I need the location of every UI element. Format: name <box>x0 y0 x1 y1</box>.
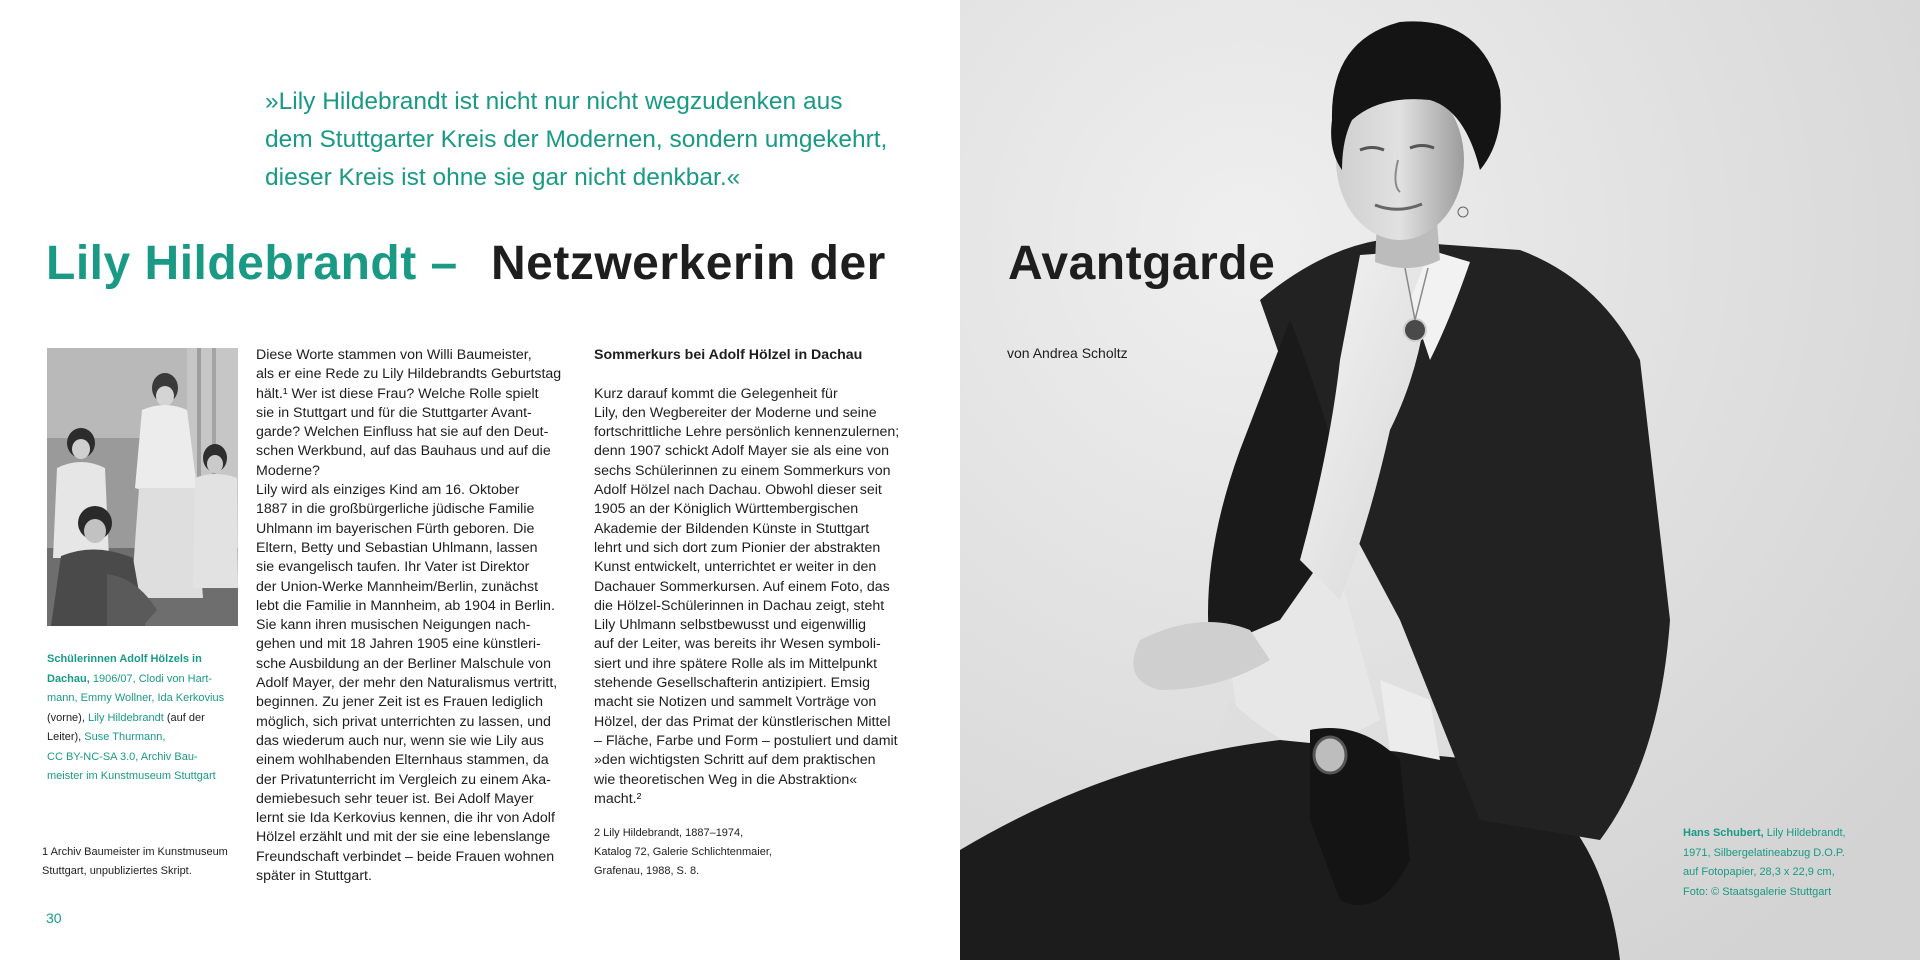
body-column-2 <box>594 346 924 809</box>
body-line: Adolf Mayer, der mehr den Naturalismus vertritt, <box>256 675 558 692</box>
body-line: einem wohlhabenden Elternhaus stammen, da <box>256 752 549 769</box>
body-line: Hölzel, der das Primat der künstlerischen Mittel <box>594 713 891 730</box>
body-line: schen Werkbund, auf das Bauhaus und auf die <box>256 443 551 460</box>
body-line: Kurz darauf kommt die Gelegenheit für <box>594 385 838 402</box>
body-line: sie evangelisch taufen. Ihr Vater ist Direktor <box>256 559 530 576</box>
caption-text: (vorne), <box>47 711 85 724</box>
portrait-caption <box>1683 824 1846 902</box>
body-line: denn 1907 schickt Adolf Mayer sie als eine von <box>594 443 889 460</box>
article-title-subtitle: Netzwerkerin der <box>491 237 886 290</box>
body-line: wie theoretischen Weg in die Abstraktion« <box>594 771 858 788</box>
body-line: – Fläche, Farbe und Form – postuliert und damit <box>594 732 898 749</box>
caption-text: 1906/07, Clodi von Hart- <box>89 672 213 685</box>
caption-text: CC BY-NC-SA 3.0, Archiv Bau- <box>47 750 198 763</box>
body-line: der Privatunterricht im Vergleich zu einem Aka- <box>256 771 551 788</box>
body-line: Lily, den Wegbereiter der Moderne und seine <box>594 404 877 421</box>
body-line: 1905 an der Königlich Württembergischen <box>594 501 859 518</box>
footnote-1 <box>42 843 228 881</box>
right-page <box>960 0 1920 960</box>
footnote-line: 1 Archiv Baumeister im Kunstmuseum <box>42 846 228 858</box>
spacer-line <box>594 365 924 384</box>
portrait-photo <box>960 0 1920 960</box>
caption-photographer: Hans Schubert, <box>1683 827 1764 839</box>
body-line: Dachauer Sommerkursen. Auf einem Foto, das <box>594 578 890 595</box>
body-line: Uhlmann im bayerischen Fürth geboren. Die <box>256 520 535 537</box>
author-byline: von Andrea Scholtz <box>1007 345 1128 361</box>
body-line: sechs Schülerinnen zu einem Sommerkurs von <box>594 462 891 479</box>
caption-text: auf Fotopapier, 28,3 x 22,9 cm, <box>1683 866 1835 878</box>
body-line: lehrt und sich dort zum Pionier der abstrakten <box>594 539 881 556</box>
footnote-2 <box>594 824 772 881</box>
caption-text: (auf der <box>163 711 205 724</box>
photo-caption <box>47 650 247 787</box>
body-line: Lily wird als einziges Kind am 16. Oktober <box>256 482 520 499</box>
caption-text: Suse Thurmann, <box>81 731 166 743</box>
caption-title: Schülerinnen Adolf Hölzels in <box>47 653 202 665</box>
quote-line: dem Stuttgarter Kreis der Modernen, sondern umgekehrt, <box>265 126 888 153</box>
body-line: garde? Welchen Einfluss hat sie auf den Deut- <box>256 424 549 441</box>
footnote-line: Grafenau, 1988, S. 8. <box>594 865 700 877</box>
body-line: auf der Leiter, was bereits ihr Wesen symboli- <box>594 636 881 653</box>
body-line: Freundschaft verbindet – beide Frauen wohnen <box>256 848 555 865</box>
historic-group-photo <box>47 348 238 626</box>
body-line: das wiederum auch nur, wenn sie wie Lily aus <box>256 732 544 749</box>
body-line: Diese Worte stammen von Willi Baumeister, <box>256 347 532 363</box>
body-line: Adolf Hölzel nach Dachau. Obwohl dieser seit <box>594 482 882 499</box>
body-line: hält.¹ Wer ist diese Frau? Welche Rolle spielt <box>256 385 539 402</box>
caption-text: 1971, Silbergelatineabzug D.O.P. <box>1683 846 1845 859</box>
caption-text: Leiter), <box>47 731 82 743</box>
body-line: später in Stuttgart. <box>256 868 372 885</box>
body-line: demiebesuch sehr teuer ist. Bei Adolf Mayer <box>256 790 534 807</box>
body-line: Kunst entwickelt, unterrichtet er weiter in den <box>594 559 877 576</box>
body-line: gehen und mit 18 Jahren 1905 eine künstleri- <box>256 636 541 653</box>
pull-quote <box>265 83 955 197</box>
caption-text: Foto: © Staatsgalerie Stuttgart <box>1683 885 1832 898</box>
caption-text: mann, Emmy Wollner, Ida Kerkovius <box>47 692 225 704</box>
body-line: als er eine Rede zu Lily Hildebrandts Geburtstag <box>256 366 562 383</box>
footnote-line: Stuttgart, unpubliziertes Skript. <box>42 865 192 877</box>
quote-line: dieser Kreis ist ohne sie gar nicht denkbar.« <box>265 164 741 191</box>
page-number: 30 <box>46 910 62 926</box>
body-line: macht sie Notizen und sammelt Vorträge von <box>594 694 877 711</box>
body-line: »den wichtigsten Schritt auf dem praktischen <box>594 752 876 769</box>
article-title-continuation: Avantgarde <box>1008 237 1276 290</box>
body-line: lebt die Familie in Mannheim, ab 1904 in Berlin. <box>256 597 555 614</box>
body-line: fortschrittliche Lehre persönlich kennenzulernen; <box>594 424 900 441</box>
footnote-line: 2 Lily Hildebrandt, 1887–1974, <box>594 827 744 839</box>
caption-text: Lily Hildebrandt, <box>1763 827 1846 839</box>
body-line: Hölzel erzählt und mit der sie eine lebenslange <box>256 829 551 846</box>
body-line: Moderne? <box>256 462 320 479</box>
article-title-name: Lily Hildebrandt – <box>46 237 458 290</box>
caption-text: Lily Hildebrandt <box>84 711 164 724</box>
body-column-1 <box>256 346 581 886</box>
body-line: Lily Uhlmann selbstbewusst und eigenwillig <box>594 617 867 634</box>
body-line: stehende Gesellschafterin antizipiert. Emsig <box>594 675 871 692</box>
body-line: macht.² <box>594 790 642 807</box>
body-line: beginnen. Zu jener Zeit ist es Frauen lediglich <box>256 694 544 711</box>
footnote-line: Katalog 72, Galerie Schlichtenmaier, <box>594 846 772 858</box>
body-line: sie in Stuttgart und für die Stuttgarter Avant- <box>256 404 532 421</box>
body-line: möglich, sich privat unterrichten zu lassen, und <box>256 713 551 730</box>
body-line: Eltern, Betty und Sebastian Uhlmann, lassen <box>256 539 538 556</box>
body-line: die Hölzel-Schülerinnen in Dachau zeigt, steht <box>594 597 885 614</box>
body-line: siert und ihre spätere Rolle als im Mittelpunkt <box>594 655 878 672</box>
body-line: sche Ausbildung an der Berliner Malschule von <box>256 655 551 672</box>
body-line: Sie kann ihren musischen Neigungen nach- <box>256 617 531 634</box>
body-line: Akademie der Bildenden Künste in Stuttgart <box>594 520 870 537</box>
quote-line: »Lily Hildebrandt ist nicht nur nicht wegzudenken aus <box>265 88 843 115</box>
caption-text: meister im Kunstmuseum Stuttgart <box>47 770 216 782</box>
body-line: lernt sie Ida Kerkovius kennen, die ihr von Adolf <box>256 810 555 827</box>
body-line: der Union-Werke Mannheim/Berlin, zunächst <box>256 578 539 595</box>
caption-text: Dachau, <box>47 672 90 685</box>
section-heading: Sommerkurs bei Adolf Hölzel in Dachau <box>594 347 863 363</box>
body-line: 1887 in die großbürgerliche jüdische Familie <box>256 501 535 518</box>
